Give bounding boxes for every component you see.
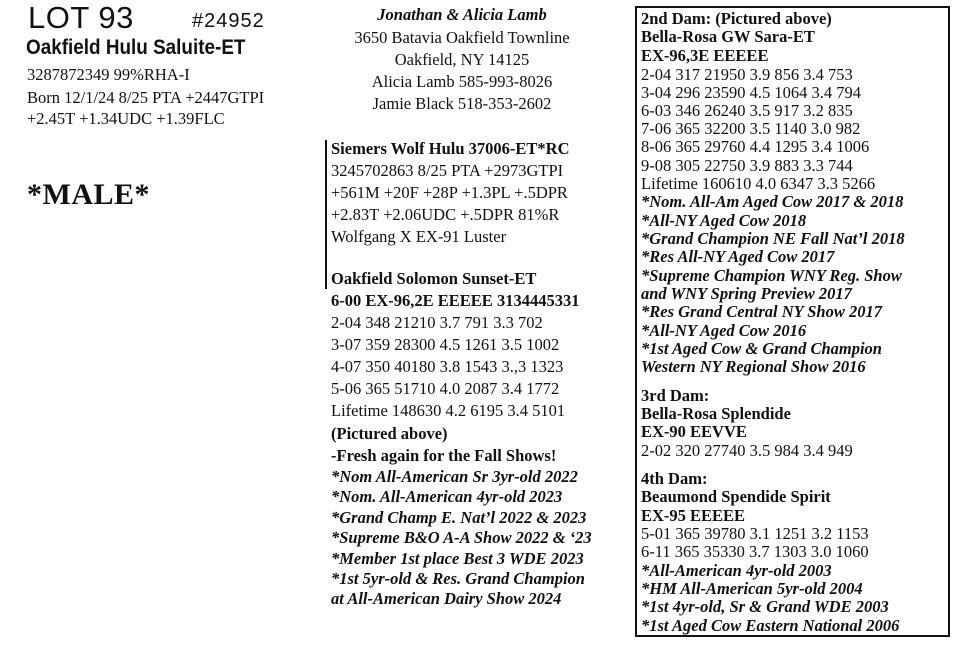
third-dam-record: 2-02 320 27740 3.5 984 3.4 949 (641, 441, 853, 460)
third-dam-header: 3rd Dam: (641, 386, 710, 405)
owner-address: 3650 Batavia Oakfield Townline (354, 28, 570, 47)
animal-traits-line: +2.45T +1.34UDC +1.39FLC (27, 109, 225, 128)
lot-number: #24952 (192, 10, 265, 32)
dam-record: 4-07 350 40180 3.8 1543 3.,3 1323 (331, 357, 564, 376)
dam-honor: *Grand Champ E. Nat’l 2022 & 2023 (331, 508, 587, 527)
lot-title: LOT 93 (28, 0, 134, 35)
second-dam-honor: *All-NY Aged Cow 2016 (641, 321, 807, 340)
dam-honor: at All-American Dairy Show 2024 (331, 589, 562, 608)
dam-honor: *Member 1st place Best 3 WDE 2023 (331, 549, 584, 568)
third-dam-classification: EX-90 EEVVE (641, 422, 747, 441)
fourth-dam-record: 6-11 365 35330 3.7 1303 3.0 1060 (641, 542, 869, 561)
second-dam-record: 6-03 346 26240 3.5 917 3.2 835 (641, 101, 853, 120)
third-dam-name: Bella-Rosa Splendide (641, 404, 791, 423)
second-dam-record: 9-08 305 22750 3.9 883 3.3 744 (641, 156, 853, 175)
fourth-dam-name: Beaumond Spendide Spirit (641, 487, 831, 506)
owner-city: Oakfield, NY 14125 (394, 50, 530, 69)
second-dam-name: Bella-Rosa GW Sara-ET (641, 27, 815, 46)
dam-record: 3-07 359 28300 4.5 1261 3.5 1002 (331, 335, 560, 354)
sex-label: *MALE* (27, 178, 150, 211)
dam-honor: *1st 5yr-old & Res. Grand Champion (331, 569, 585, 588)
sire-line: 3245702863 8/25 PTA +2973GTPI (331, 161, 564, 180)
dam-lifetime: Lifetime 148630 4.2 6195 3.4 5101 (331, 401, 566, 420)
fourth-dam-header: 4th Dam: (641, 469, 708, 488)
animal-id-line: 3287872349 99%RHA-I (27, 65, 190, 84)
fourth-dam-record: 5-01 365 39780 3.1 1251 3.2 1153 (641, 524, 869, 543)
owner-contact: Jamie Black 518-353-2602 (372, 94, 552, 113)
second-dam-honor: *Res Grand Central NY Show 2017 (641, 302, 882, 321)
second-dam-honor: *Nom. All-Am Aged Cow 2017 & 2018 (641, 192, 904, 211)
fourth-dam-honor: *All-American 4yr-old 2003 (641, 561, 832, 580)
sire-line: +561M +20F +28P +1.3PL +.5DPR (331, 183, 568, 202)
fourth-dam-honor: *HM All-American 5yr-old 2004 (641, 579, 863, 598)
second-dam-record: 3-04 296 23590 4.5 1064 3.4 794 (641, 83, 861, 102)
dam-honor: *Nom All-American Sr 3yr-old 2022 (331, 467, 578, 486)
dam-classification: 6-00 EX-96,2E EEEEE 3134445331 (331, 291, 580, 310)
second-dam-honor: and WNY Spring Preview 2017 (641, 284, 852, 303)
owner-name: Jonathan & Alicia Lamb (377, 5, 547, 24)
second-dam-lifetime: Lifetime 160610 4.0 6347 3.3 5266 (641, 174, 876, 193)
sire-line: Wolfgang X EX-91 Luster (331, 227, 507, 246)
second-dam-honor: Western NY Regional Show 2016 (641, 357, 866, 376)
dam-record: 2-04 348 21210 3.7 791 3.3 702 (331, 313, 543, 332)
second-dam-honor: *Supreme Champion WNY Reg. Show (641, 266, 902, 285)
sire-line: +2.83T +2.06UDC +.5DPR 81%R (331, 205, 560, 224)
second-dam-record: 7-06 365 32200 3.5 1140 3.0 982 (641, 119, 861, 138)
sire-name: Siemers Wolf Hulu 37006-ET*RC (331, 139, 570, 158)
second-dam-classification: EX-96,3E EEEEE (641, 46, 769, 65)
dam-record: 5-06 365 51710 4.0 2087 3.4 1772 (331, 379, 560, 398)
second-dam-record: 8-06 365 29760 4.4 1295 3.4 1006 (641, 137, 870, 156)
dam-honor: *Supreme B&O A-A Show 2022 & ‘23 (331, 528, 592, 547)
fourth-dam-honor: *1st 4yr-old, Sr & Grand WDE 2003 (641, 597, 889, 616)
dam-pictured: (Pictured above) (331, 424, 448, 443)
owner-contact: Alicia Lamb 585-993-8026 (371, 72, 553, 91)
dam-name: Oakfield Solomon Sunset-ET (331, 269, 537, 288)
animal-name: Oakfield Hulu Saluite-ET (26, 36, 246, 59)
second-dam-honor: *All-NY Aged Cow 2018 (641, 211, 807, 230)
sire-divider (325, 140, 327, 289)
second-dam-honor: *1st Aged Cow & Grand Champion (641, 339, 882, 358)
dam-fresh: -Fresh again for the Fall Shows! (331, 446, 557, 465)
second-dam-honor: *Grand Champion NE Fall Nat’l 2018 (641, 229, 905, 248)
fourth-dam-honor: *1st Aged Cow Eastern National 2006 (641, 616, 900, 635)
animal-birth-line: Born 12/1/24 8/25 PTA +2447GTPI (27, 88, 265, 107)
fourth-dam-classification: EX-95 EEEEE (641, 506, 746, 525)
second-dam-record: 2-04 317 21950 3.9 856 3.4 753 (641, 65, 853, 84)
dam-honor: *Nom. All-American 4yr-old 2023 (331, 487, 563, 506)
second-dam-honor: *Res All-NY Aged Cow 2017 (641, 247, 835, 266)
second-dam-header: 2nd Dam: (Pictured above) (641, 9, 832, 28)
